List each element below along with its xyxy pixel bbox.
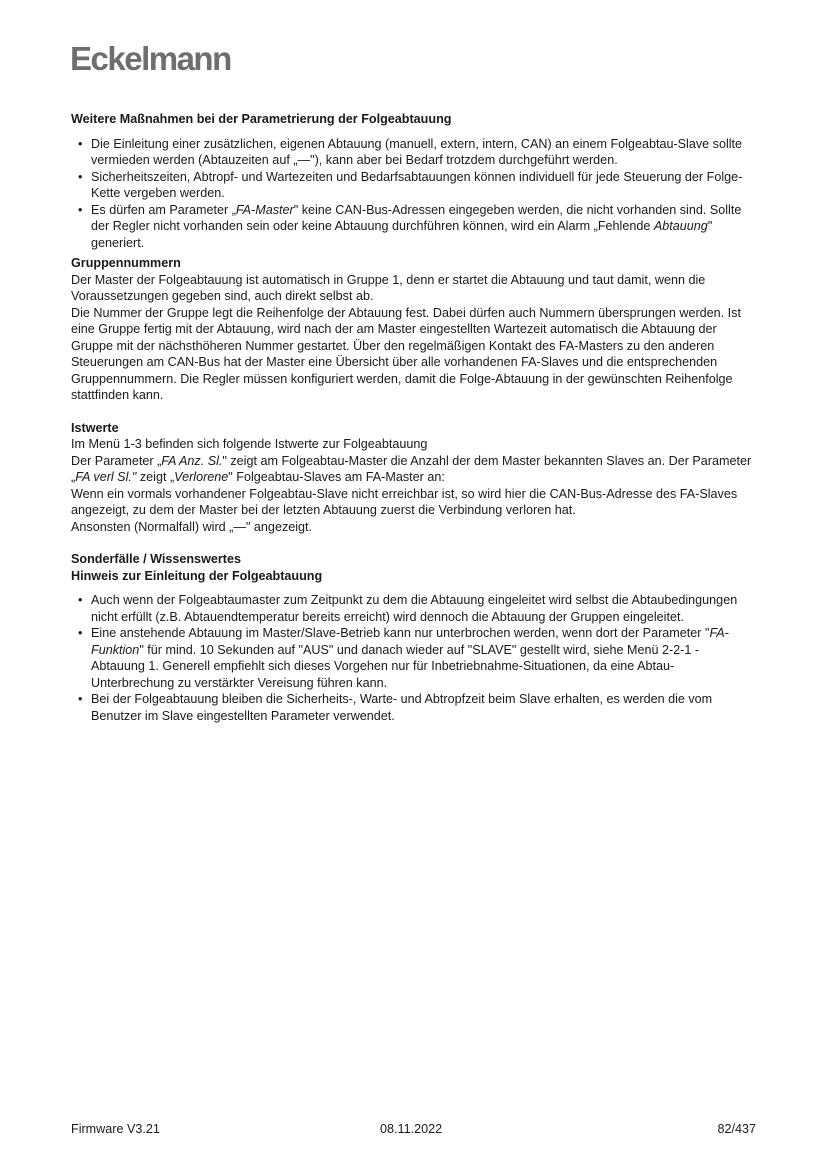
parameter-name: FA-Funktion [91,626,729,657]
section-heading-folgeabtauung: Weitere Maßnahmen bei der Parametrierung der Folgeabtauung [71,112,452,126]
paragraph: Der Master der Folgeabtauung ist automatisch in Gruppe 1, denn er startet die Abtauung und taut damit, wenn die Voraussetzungen gegeben sind, auch direkt selbst ab. [71,272,706,303]
list-item: • Die Einleitung einer zusätzlichen, eigenen Abtauung (manuell, extern, intern, CAN) an einem Folgeabtau-Slave sollte vermieden werden (Abtauzeiten auf „—"), kann aber bei Bedarf trotzdem durchgeführt werden. [91,136,755,169]
notes-list [71,592,755,724]
parameter-name: FA Anz. Sl. [161,453,223,468]
paragraph: Die Nummer der Gruppe legt die Reihenfolge der Abtauung fest. Dabei dürfen auch Nummern übersprungen werden. Ist eine Gruppe fertig mit der Abtauung, wird nach der am Master eingestellten Wartezeit automatisch die Abtauung der Gruppe mit der nächsthöheren Nummer gestartet. Über den regelmäßigen Kontakt des FA-Masters zu den anderen Steuerungen am CAN-Bus hat der Master eine Übersicht über alle vorhandenen FA-Slaves und die entsprechenden Gruppennummern. Die Regler müssen konfiguriert werden, damit die Folge-Abtauung in der gewünschten Reihenfolge stattfinden kann. [71,305,741,402]
list-item: • Bei der Folgeabtauung bleiben die Sicherheits-, Warte- und Abtropfzeit beim Slave erhalten, es werden die vom Benutzer im Slave eingestellten Parameter verwendet. [91,691,755,724]
section-heading-istwerte: Istwerte [71,420,119,435]
text-run: " für mind. 10 Sekunden auf "AUS" und danach wieder auf "SLAVE" gestellt wird, siehe Menü 2-2-1 - Abtauung 1. Generell empfiehlt sich dieses Vorgehen nur für Inbetriebnahme-Situationen, da eine Abtau-Unterbrechung zu verstärkter Vereisung führen kann. [91,642,700,690]
text-run: " keine CAN-Bus-Adressen eingegeben werden, die nicht vorhanden sind. Sollte der Regler nicht vorhanden sein oder keine Abtauung durchführen können, wird ein Alarm „Fehlende [91,202,742,233]
measures-list [71,136,755,252]
section-heading-gruppennummern: Gruppennummern [71,256,181,270]
text-run: Eine anstehende Abtauung im Master/Slave-Betrieb kann nur unterbrochen werden, wenn dort der Parameter " [91,626,710,640]
text-run: Der Parameter „ [71,453,162,468]
paragraph: Wenn ein vormals vorhandener Folgeabtau-Slave nicht erreichbar ist, so wird hier die CAN-Bus-Adresse des FA-Slaves angezeigt, zu dem der Master bei der letzten Abtauung zuerst die Verbindung verloren hat. [71,486,738,517]
list-item: • Sicherheitszeiten, Abtropf- und Wartezeiten und Bedarfsabtauungen können individuell für jede Steuerung der Folge-Kette vergeben werden. [91,169,755,202]
text-run: zeigt „ [136,470,175,484]
parameter-name: FA-Master [235,202,294,217]
company-logo: Eckelmann [70,40,231,77]
text-run: " zeigt am Folgeabtau-Master die Anzahl der dem Master bekannten Slaves an. Der Parameter „ [71,453,752,484]
list-item: • Auch wenn der Folgeabtaumaster zum Zeitpunkt zu dem die Abtauung eingeleitet wird selbst die Abtaubedingungen nicht erfüllt (z.B. Abtauendtemperatur bereits erreicht) wird dennoch die Abtauung der Gruppen eingeleitet. [91,592,755,625]
paragraph [71,453,755,486]
section-subheading-hinweis: Hinweis zur Einleitung der Folgeabtauung [71,568,323,583]
firmware-version: Firmware V3.21 [71,1122,160,1136]
page-number: 82/437 [717,1122,756,1136]
status-name: Verlorene [174,470,229,484]
parameter-name: FA verl Sl." [75,470,137,484]
document-date: 08.11.2022 [380,1122,443,1136]
alarm-name: Abtauung [653,219,708,233]
text-run: " Folgeabtau-Slaves am FA-Master an: [228,470,445,484]
text-run: Es dürfen am Parameter „ [91,202,236,217]
paragraph: Im Menü 1-3 befinden sich folgende Istwerte zur Folgeabtauung [71,437,428,451]
text-run: " generiert. [91,219,713,250]
section-heading-sonderfaelle: Sonderfälle / Wissenswertes [71,552,241,566]
list-item [91,625,755,691]
paragraph: Ansonsten (Normalfall) wird „—" angezeigt. [71,519,313,534]
list-item [91,202,755,252]
document-body [71,111,755,724]
